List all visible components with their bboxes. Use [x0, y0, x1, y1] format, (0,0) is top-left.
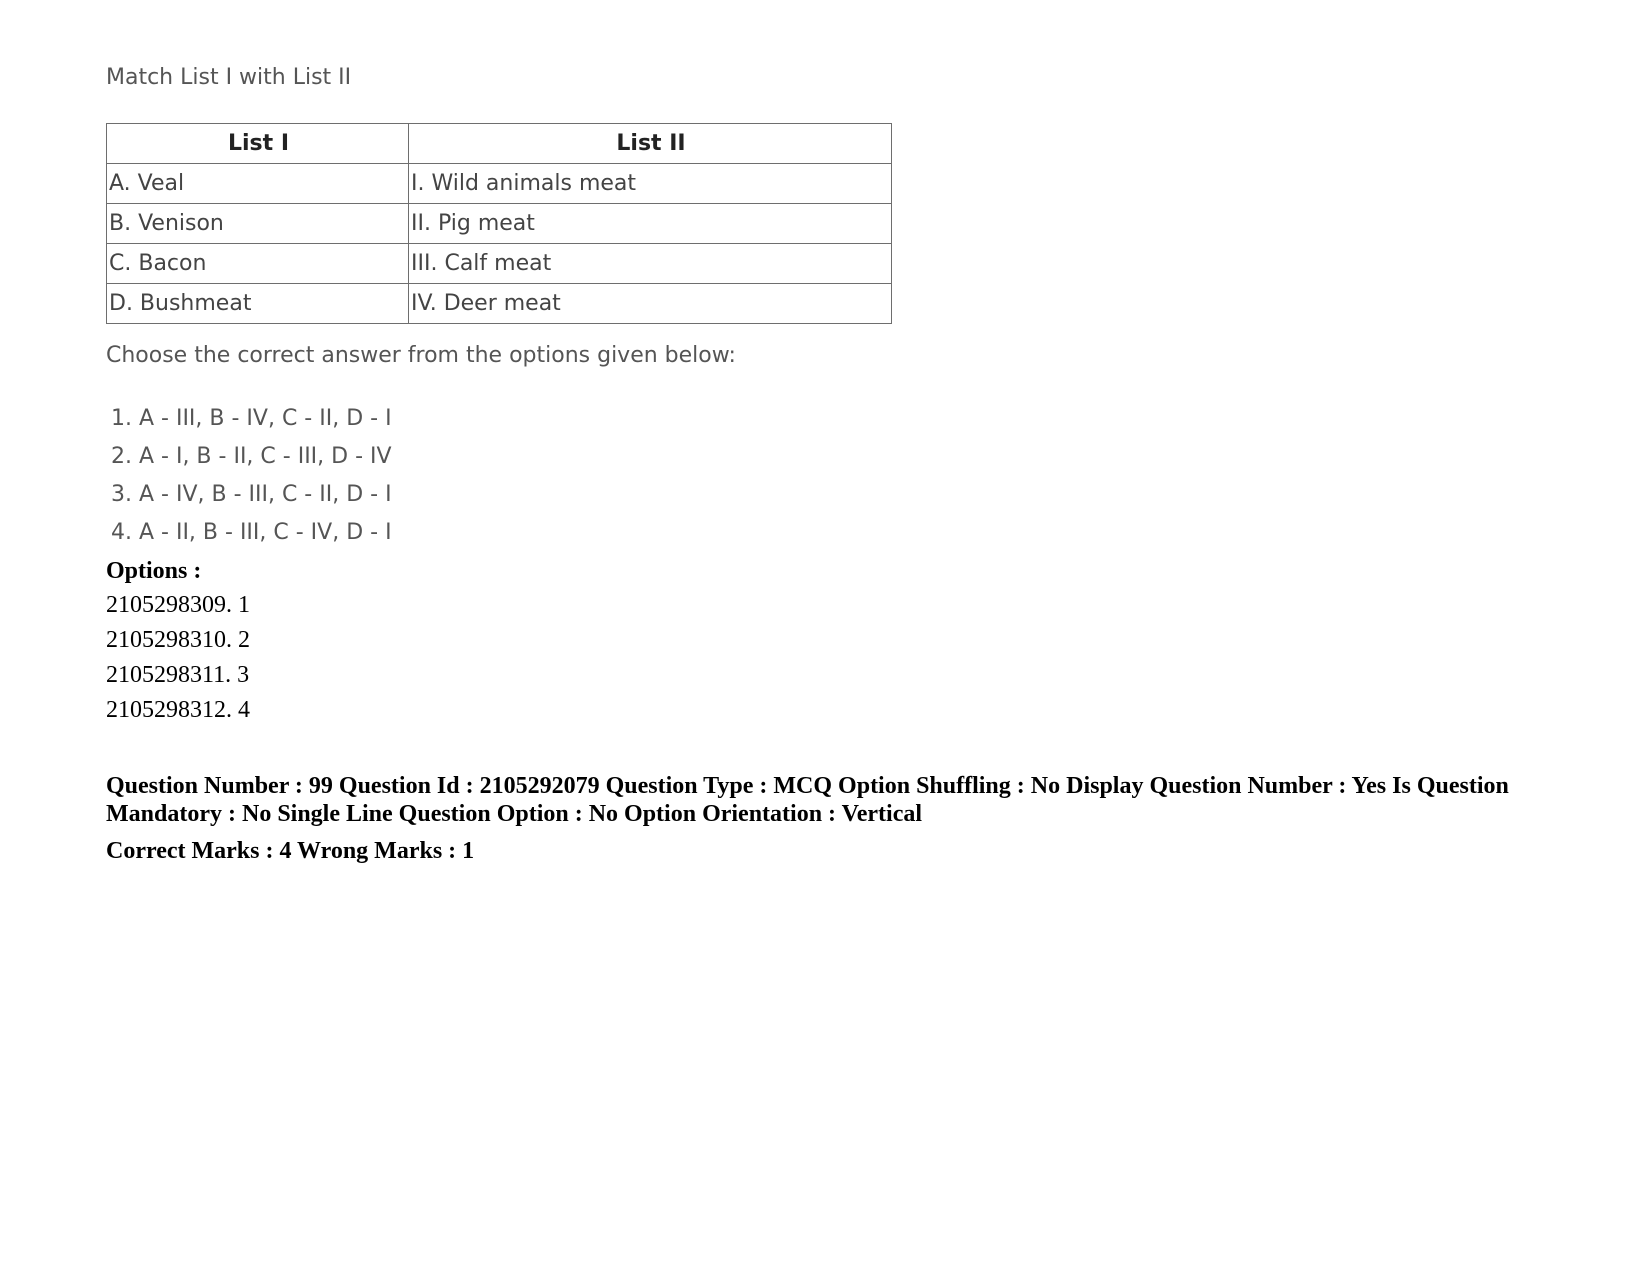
question-title: Match List I with List II [106, 65, 352, 90]
list-2-header: List II [409, 124, 892, 164]
match-table [106, 123, 892, 324]
options-list [106, 590, 250, 730]
option-item: 2105298311. 3 [106, 662, 250, 688]
list-1-cell: B. Venison [107, 204, 409, 244]
table-row [107, 164, 892, 204]
list-2-cell: IV. Deer meat [409, 284, 892, 324]
options-label: Options : [106, 558, 202, 584]
table-row [107, 204, 892, 244]
question-marks: Correct Marks : 4 Wrong Marks : 1 [106, 838, 475, 864]
table-row [107, 284, 892, 324]
list-1-cell: C. Bacon [107, 244, 409, 284]
table-row [107, 244, 892, 284]
option-item: 2105298309. 1 [106, 592, 250, 618]
answer-choice: 4. A - II, B - III, C - IV, D - I [111, 520, 392, 545]
list-2-cell: I. Wild animals meat [409, 164, 892, 204]
answer-choice: 2. A - I, B - II, C - III, D - IV [111, 444, 392, 469]
option-item: 2105298312. 4 [106, 697, 250, 723]
option-item: 2105298310. 2 [106, 627, 250, 653]
list-1-header: List I [107, 124, 409, 164]
list-1-cell: D. Bushmeat [107, 284, 409, 324]
list-2-cell: II. Pig meat [409, 204, 892, 244]
answer-choices-list [111, 403, 392, 555]
list-1-cell: A. Veal [107, 164, 409, 204]
answer-choice: 3. A - IV, B - III, C - II, D - I [111, 482, 392, 507]
table-header-row [107, 124, 892, 164]
question-meta: Question Number : 99 Question Id : 2105292079 Question Type : MCQ Option Shuffling : No Display Question Number : Yes Is Question Mandatory : No Single Line Question Option : No Option Orientation : Vertical [106, 773, 1509, 827]
instruction-text: Choose the correct answer from the options given below: [106, 343, 736, 368]
list-2-cell: III. Calf meat [409, 244, 892, 284]
answer-choice: 1. A - III, B - IV, C - II, D - I [111, 406, 392, 431]
